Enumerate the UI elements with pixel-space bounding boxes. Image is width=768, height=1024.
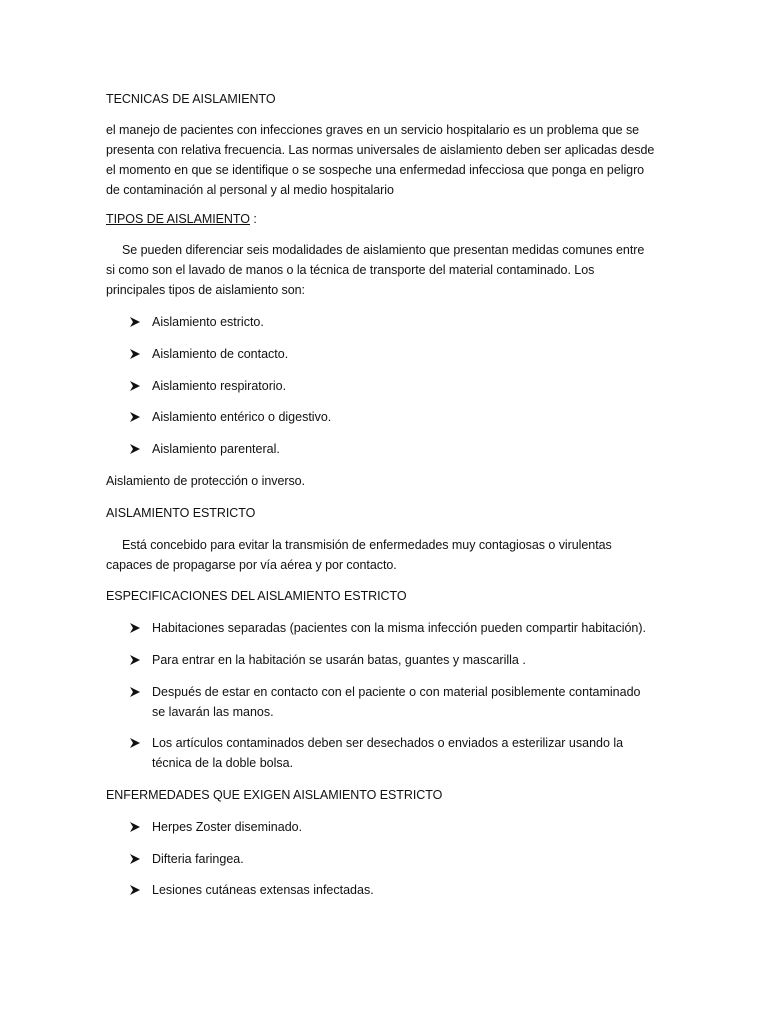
list-item-text: Aislamiento respiratorio. (152, 379, 287, 393)
document-title: TECNICAS DE AISLAMIENTO (106, 92, 276, 106)
list-item-text: Habitaciones separadas (pacientes con la misma infección pueden compartir habitación). (152, 621, 647, 635)
tipos-heading (106, 209, 666, 229)
intro-line: el momento en que se identifique o se sospeche una enfermedad infecciosa que ponga en peligro (106, 163, 645, 177)
intro-paragraph (106, 120, 666, 200)
arrowhead-bullet-icon (130, 738, 140, 748)
arrowhead-bullet-icon (130, 687, 140, 697)
list-item-text: Lesiones cutáneas extensas infectadas. (152, 883, 374, 897)
intro-line: presenta con relativa frecuencia. Las normas universales de aislamiento deben ser aplicadas desde (106, 143, 655, 157)
arrowhead-bullet-icon (130, 822, 140, 832)
intro-line: el manejo de pacientes con infecciones graves en un servicio hospitalario es un problema que se (106, 123, 640, 137)
arrowhead-bullet-icon (130, 885, 140, 895)
arrowhead-bullet-icon (130, 412, 140, 422)
list-item-line: Los artículos contaminados deben ser desechados o enviados a esterilizar usando la (152, 736, 624, 750)
arrowhead-bullet-icon (130, 854, 140, 864)
arrowhead-bullet-icon (130, 381, 140, 391)
list-item-text: Aislamiento entérico o digestivo. (152, 410, 332, 424)
list-item-text: Para entrar en la habitación se usarán batas, guantes y mascarilla . (152, 653, 526, 667)
tipos-paragraph (106, 240, 666, 300)
list-item-text: Difteria faringea. (152, 852, 244, 866)
tipos-extra: Aislamiento de protección o inverso. (106, 474, 305, 488)
tipos-line: principales tipos de aislamiento son: (106, 283, 305, 297)
estricto-paragraph (106, 535, 666, 575)
tipos-heading-suffix: : (249, 212, 257, 226)
enfermedades-heading: ENFERMEDADES QUE EXIGEN AISLAMIENTO ESTRICTO (106, 788, 443, 802)
list-item-text: Aislamiento estricto. (152, 315, 264, 329)
arrowhead-bullet-icon (130, 655, 140, 665)
tipos-line: Se pueden diferenciar seis modalidades de aislamiento que presentan medidas comunes entre (122, 243, 645, 257)
list-item-text: Herpes Zoster diseminado. (152, 820, 303, 834)
list-item-line: Después de estar en contacto con el paciente o con material posiblemente contaminado (152, 685, 641, 699)
arrowhead-bullet-icon (130, 317, 140, 327)
especificaciones-heading: ESPECIFICACIONES DEL AISLAMIENTO ESTRICTO (106, 589, 407, 603)
list-item-text: Aislamiento de contacto. (152, 347, 289, 361)
intro-line: de contaminación al personal y al medio hospitalario (106, 183, 394, 197)
estricto-line: capaces de propagarse por vía aérea y por contacto. (106, 558, 397, 572)
arrowhead-bullet-icon (130, 444, 140, 454)
list-item-text: Aislamiento parenteral. (152, 442, 280, 456)
list-item-text (152, 733, 623, 773)
tipos-line: si como son el lavado de manos o la técnica de transporte del material contaminado. Los (106, 263, 595, 277)
tipos-heading-text: TIPOS DE AISLAMIENTO (106, 212, 250, 226)
estricto-heading: AISLAMIENTO ESTRICTO (106, 506, 256, 520)
estricto-line: Está concebido para evitar la transmisión de enfermedades muy contagiosas o virulentas (122, 538, 612, 552)
arrowhead-bullet-icon (130, 623, 140, 633)
list-item-text (152, 682, 641, 722)
list-item-line: técnica de la doble bolsa. (152, 756, 294, 770)
arrowhead-bullet-icon (130, 349, 140, 359)
list-item-line: se lavarán las manos. (152, 705, 274, 719)
